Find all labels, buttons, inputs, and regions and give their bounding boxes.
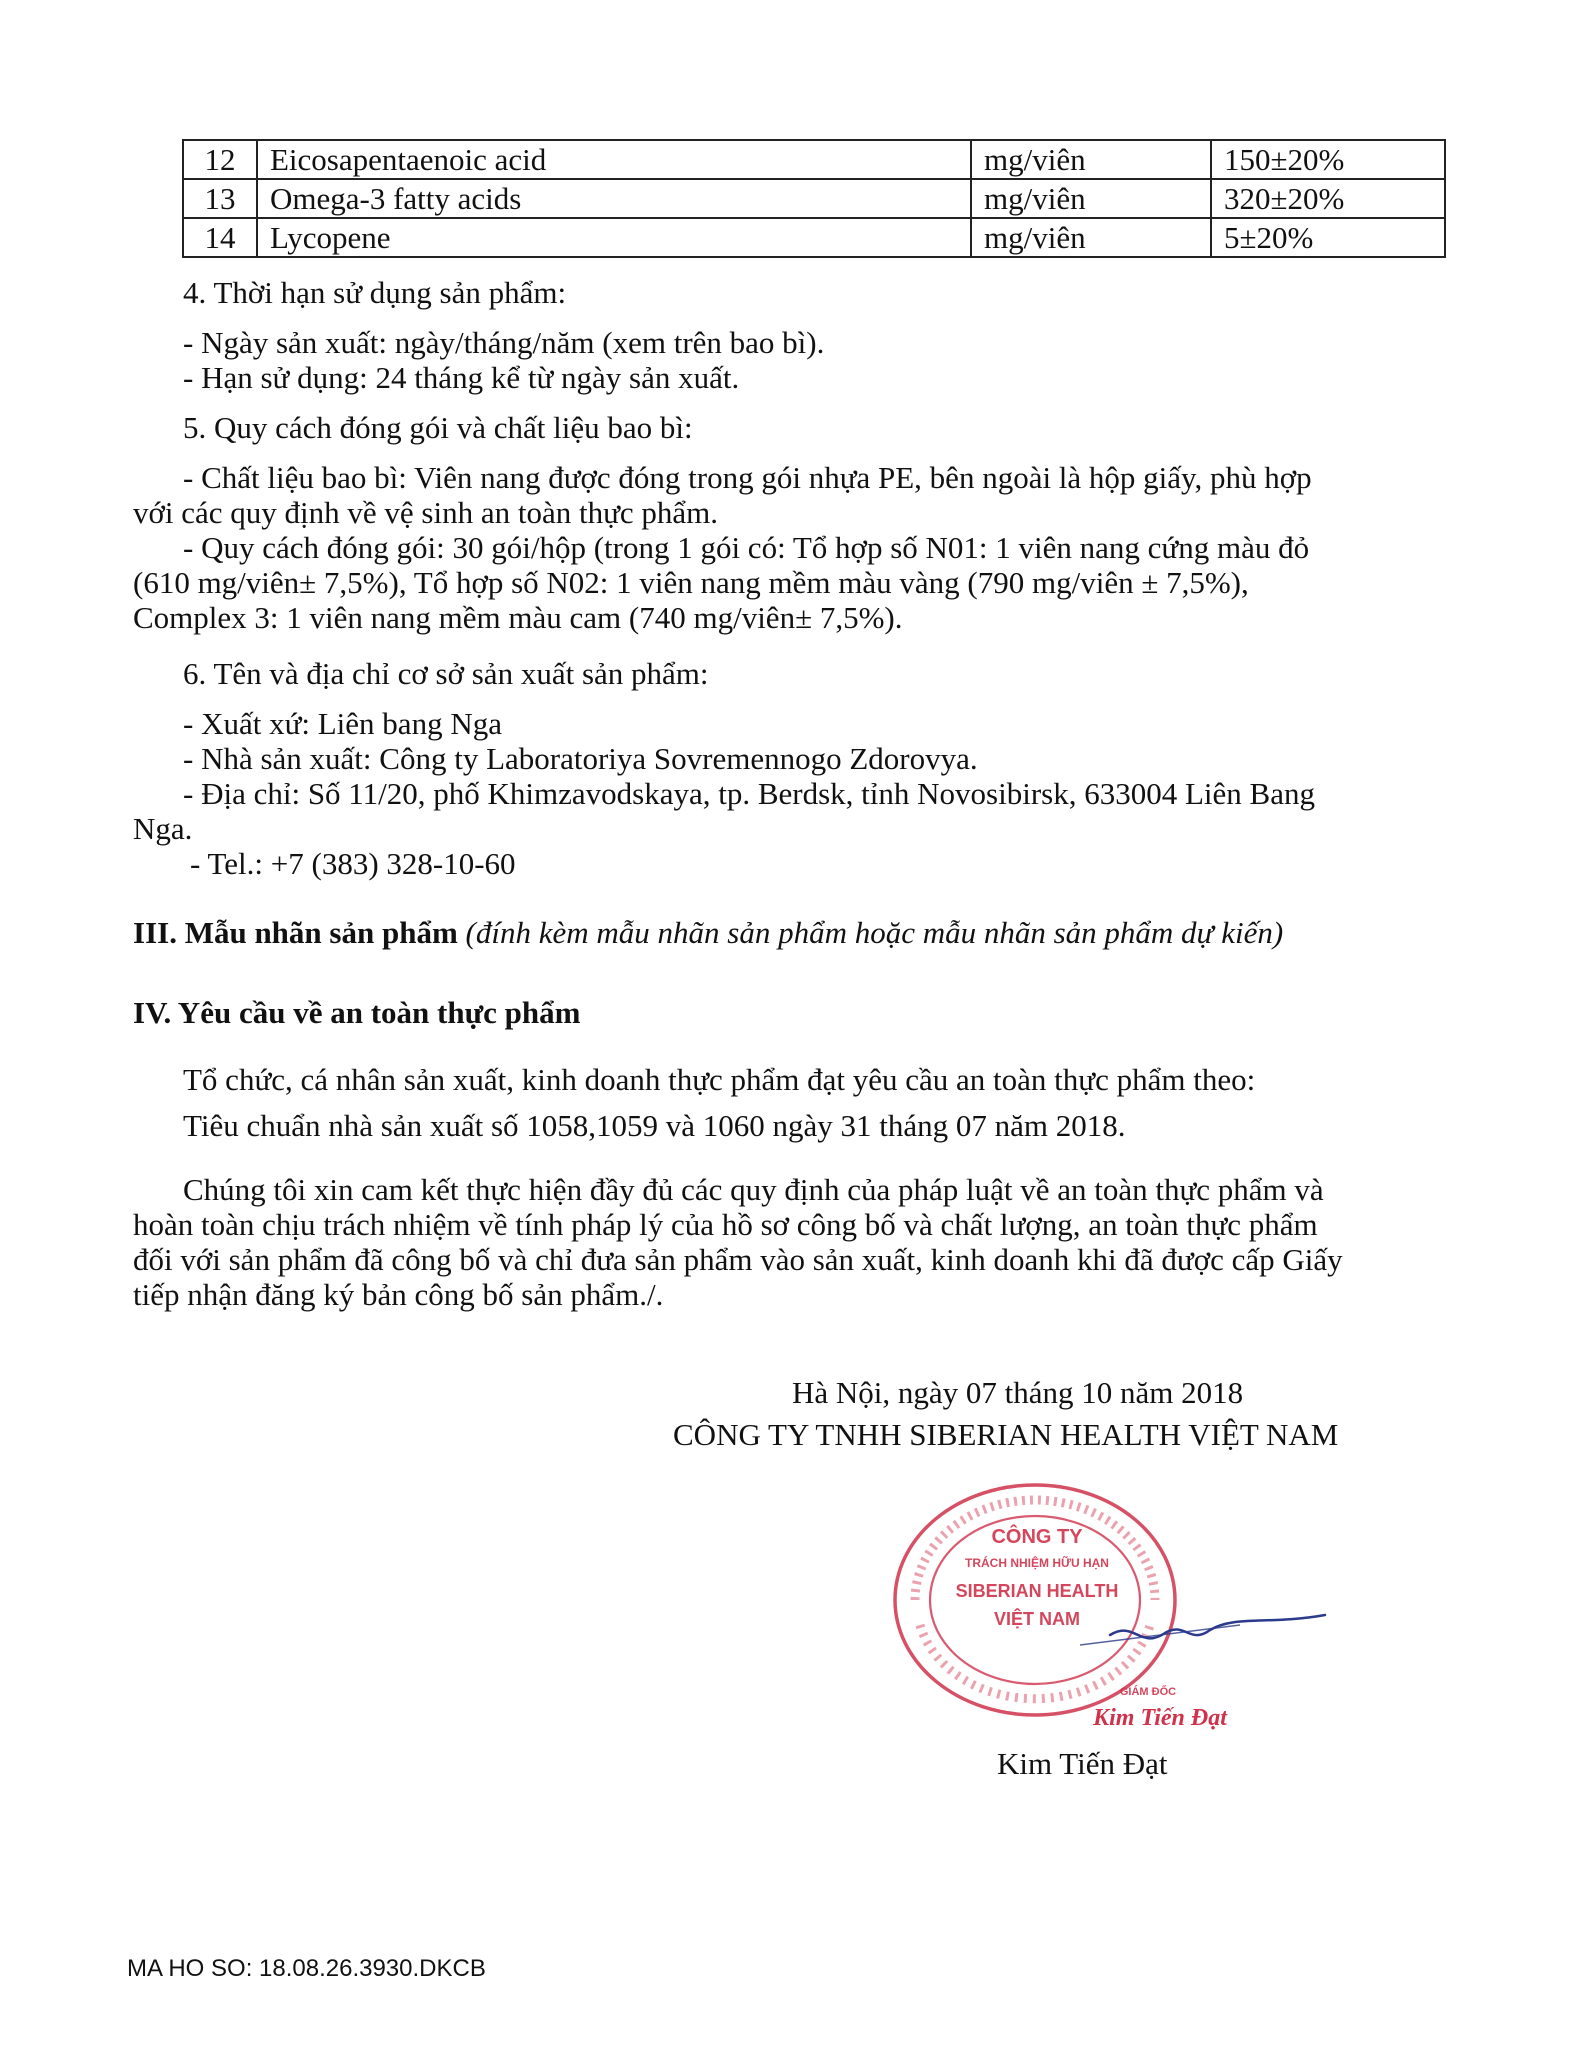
commitment-line-3: đối với sản phẩm đã công bố và chỉ đưa sản phẩm vào sản xuất, kinh doanh khi đã được cấp Giấy (133, 1242, 1343, 1277)
section-5-heading: 5. Quy cách đóng gói và chất liệu bao bì: (183, 410, 693, 445)
packing-spec-line-3: Complex 3: 1 viên nang mềm màu cam (740 mg/viên± 7,5%). (133, 600, 903, 635)
packaging-material-line-2: với các quy định về vệ sinh an toàn thực phẩm. (133, 495, 719, 530)
production-date-line: - Ngày sản xuất: ngày/tháng/năm (xem trên bao bì). (183, 325, 825, 360)
packing-spec-line-2: (610 mg/viên± 7,5%), Tổ hợp số N02: 1 viên nang mềm màu vàng (790 mg/viên ± 7,5%), (133, 565, 1249, 600)
nutrient-name: Omega-3 fatty acids (257, 179, 971, 218)
packing-spec-line-1: - Quy cách đóng gói: 30 gói/hộp (trong 1 gói có: Tổ hợp số N01: 1 viên nang cứng màu đỏ (183, 530, 1310, 565)
section-iii-note: (đính kèm mẫu nhãn sản phẩm hoặc mẫu nhãn sản phẩm dự kiến) (465, 915, 1284, 950)
origin-line: - Xuất xứ: Liên bang Nga (183, 706, 502, 741)
unit: mg/viên (971, 218, 1211, 257)
document-code: MA HO SO: 18.08.26.3930.DKCB (127, 1955, 486, 1982)
amount: 150±20% (1211, 140, 1445, 179)
section-iv-line-1: Tổ chức, cá nhân sản xuất, kinh doanh thực phẩm đạt yêu cầu an toàn thực phẩm theo: (183, 1062, 1256, 1097)
stamp-signer-name: Kim Tiến Đạt (1093, 1705, 1227, 1731)
section-iii (133, 917, 1283, 948)
row-number: 13 (183, 179, 257, 218)
stamp-line-4: VIỆT NAM (993, 1609, 1081, 1629)
place-date: Hà Nội, ngày 07 tháng 10 năm 2018 (792, 1375, 1244, 1410)
nutrient-table (182, 139, 1446, 258)
section-4-heading: 4. Thời hạn sử dụng sản phẩm: (183, 275, 567, 310)
table-row (183, 179, 1445, 218)
stamp-line-3: SIBERIAN HEALTH (955, 1581, 1119, 1601)
stamp-line-2: TRÁCH NHIỆM HỮU HẠN (965, 1556, 1109, 1570)
table-row (183, 218, 1445, 257)
address-line-2: Nga. (133, 811, 193, 846)
commitment-line-1: Chúng tôi xin cam kết thực hiện đầy đủ các quy định của pháp luật về an toàn thực phẩm và (183, 1172, 1324, 1207)
nutrient-name: Lycopene (257, 218, 971, 257)
section-iv-heading: IV. Yêu cầu về an toàn thực phẩm (133, 995, 581, 1030)
expiry-line: - Hạn sử dụng: 24 tháng kể từ ngày sản xuất. (183, 360, 740, 395)
stamp-line-1: CÔNG TY (991, 1526, 1083, 1548)
section-iii-heading: III. Mẫu nhãn sản phẩm (133, 915, 458, 950)
row-number: 14 (183, 218, 257, 257)
unit: mg/viên (971, 179, 1211, 218)
nutrient-name: Eicosapentaenoic acid (257, 140, 971, 179)
manufacturer-line: - Nhà sản xuất: Công ty Laboratoriya Sovremennogo Zdorovya. (183, 741, 978, 776)
stamp-title: GIÁM ĐỐC (1119, 1686, 1177, 1698)
section-6-heading: 6. Tên và địa chỉ cơ sở sản xuất sản phẩm: (183, 656, 709, 691)
row-number: 12 (183, 140, 257, 179)
commitment-line-2: hoàn toàn chịu trách nhiệm về tính pháp lý của hồ sơ công bố và chất lượng, an toàn thực phẩm (133, 1207, 1318, 1242)
company-seal-stamp (890, 1475, 1350, 1755)
packaging-material-line-1: - Chất liệu bao bì: Viên nang được đóng trong gói nhựa PE, bên ngoài là hộp giấy, phù hợp (183, 460, 1312, 495)
amount: 320±20% (1211, 179, 1445, 218)
amount: 5±20% (1211, 218, 1445, 257)
section-iv-line-2: Tiêu chuẩn nhà sản xuất số 1058,1059 và 1060 ngày 31 tháng 07 năm 2018. (183, 1108, 1126, 1143)
unit: mg/viên (971, 140, 1211, 179)
telephone-line: - Tel.: +7 (383) 328-10-60 (190, 846, 516, 881)
company-name: CÔNG TY TNHH SIBERIAN HEALTH VIỆT NAM (673, 1417, 1339, 1452)
signer-name: Kim Tiến Đạt (997, 1746, 1168, 1781)
commitment-line-4: tiếp nhận đăng ký bản công bố sản phẩm./. (133, 1277, 664, 1312)
table-row (183, 140, 1445, 179)
address-line-1: - Địa chỉ: Số 11/20, phố Khimzavodskaya, tp. Berdsk, tỉnh Novosibirsk, 633004 Liên Bang (183, 776, 1315, 811)
